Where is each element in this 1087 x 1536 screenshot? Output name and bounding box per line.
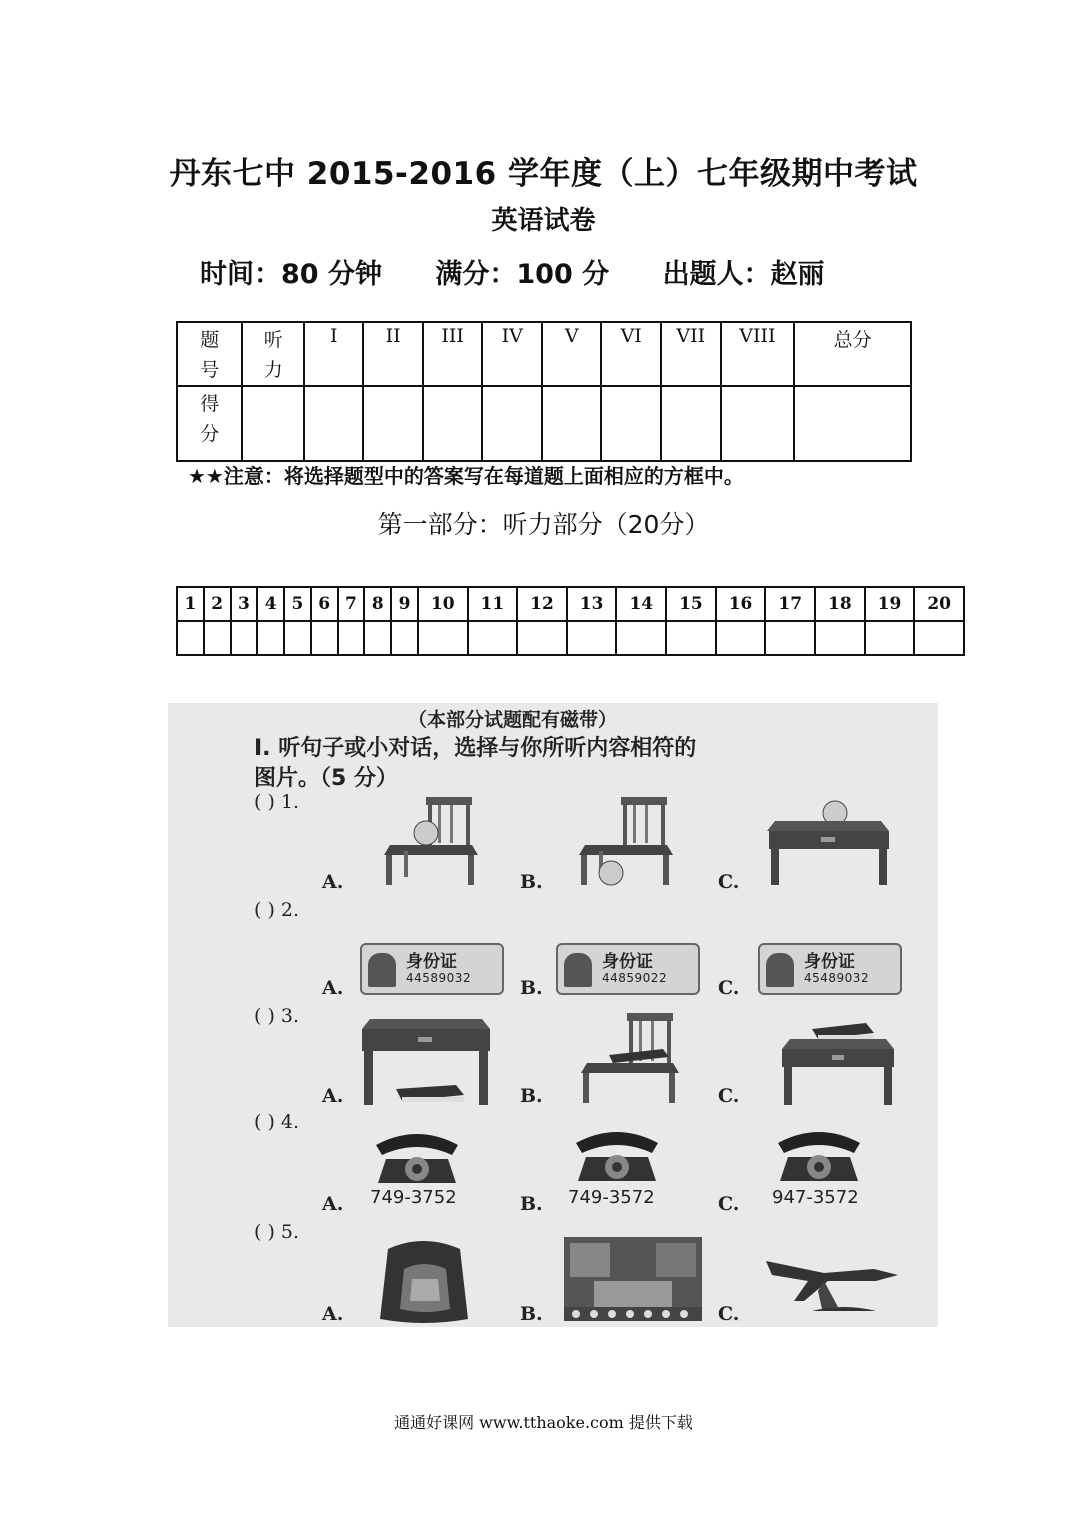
q3-option-c[interactable]: C. (718, 1085, 740, 1107)
score-cell[interactable] (721, 386, 795, 461)
chair-ball-on-seat-image (378, 793, 488, 889)
score-cell[interactable] (601, 386, 661, 461)
answer-cell-6[interactable] (311, 621, 338, 655)
q3-option-b[interactable]: B. (520, 1085, 543, 1107)
answer-cell-11[interactable] (468, 621, 518, 655)
q3-option-a[interactable]: A. (322, 1085, 344, 1107)
score-header-cell: V (542, 322, 601, 386)
answer-number-14: 14 (616, 587, 666, 621)
answer-cell-8[interactable] (364, 621, 391, 655)
answer-number-12: 12 (517, 587, 567, 621)
exam-full-score: 满分：100 分 (435, 259, 610, 290)
id-card-c (758, 943, 902, 995)
answer-cell-16[interactable] (716, 621, 766, 655)
desk-ball-on-top-image (763, 799, 893, 889)
score-header-cell: III (423, 322, 483, 386)
exam-info-line (200, 252, 869, 291)
answer-number-20: 20 (914, 587, 964, 621)
id-card-label: 身份证 (804, 952, 855, 972)
answer-cell-12[interactable] (517, 621, 567, 655)
score-cell[interactable] (794, 386, 911, 461)
answer-cell-15[interactable] (666, 621, 716, 655)
q5-option-b[interactable]: B. (520, 1303, 543, 1325)
q4-option-a[interactable]: A. (322, 1193, 344, 1215)
id-card-number: 44859022 (602, 971, 668, 985)
answer-number-15: 15 (666, 587, 716, 621)
answer-number-8: 8 (364, 587, 391, 621)
q4-option-c[interactable]: C. (718, 1193, 740, 1215)
score-header-cell (177, 322, 242, 386)
question-3: ( ) 3. (254, 1005, 300, 1027)
airplane-model-icon (764, 1251, 904, 1315)
chair-book-on-seat-image (573, 1009, 693, 1105)
answer-cell-18[interactable] (815, 621, 865, 655)
instruction-line-2: 图片。（5 分） (254, 766, 398, 791)
notice: ★★注意：将选择题型中的答案写在每道题上面相应的方框中。 (188, 464, 744, 488)
answer-cell-9[interactable] (391, 621, 418, 655)
score-header-cell: VIII (721, 322, 795, 386)
id-card-number: 45489032 (804, 971, 870, 985)
q2-option-c[interactable]: C. (718, 977, 740, 999)
scanned-listening-section (168, 703, 938, 1327)
answer-number-2: 2 (204, 587, 231, 621)
answer-cell-10[interactable] (418, 621, 468, 655)
answer-table (176, 586, 965, 656)
score-header-cell: I (304, 322, 363, 386)
answer-cell-7[interactable] (338, 621, 365, 655)
answer-cell-20[interactable] (914, 621, 964, 655)
score-header-cell: VI (601, 322, 661, 386)
q1-option-c[interactable]: C. (718, 871, 740, 893)
score-header-total: 总分 (794, 322, 911, 386)
score-row-label (177, 386, 242, 461)
q5-option-a[interactable]: A. (322, 1303, 344, 1325)
score-header-cell (242, 322, 304, 386)
phone-number-b: 749-3572 (568, 1187, 655, 1208)
phone-number-a: 749-3752 (370, 1187, 457, 1208)
answer-number-13: 13 (567, 587, 617, 621)
question-1: ( ) 1. (254, 791, 300, 813)
question-5: ( ) 5. (254, 1221, 300, 1243)
score-cell[interactable] (363, 386, 422, 461)
answer-cell-3[interactable] (231, 621, 258, 655)
exam-author: 出题人：赵丽 (662, 259, 825, 290)
answer-cell-13[interactable] (567, 621, 617, 655)
telephone-b-icon (572, 1127, 662, 1183)
id-card-label: 身份证 (602, 952, 653, 972)
id-card-label: 身份证 (406, 952, 457, 972)
q5-option-c[interactable]: C. (718, 1303, 740, 1325)
score-header-qnum: 题号 (200, 329, 220, 381)
question-4: ( ) 4. (254, 1111, 300, 1133)
answer-number-19: 19 (865, 587, 915, 621)
person-icon (368, 953, 396, 987)
instruction-line-1: I. 听句子或小对话，选择与你所听内容相符的 (254, 736, 697, 761)
score-row-label-text: 得分 (200, 393, 220, 445)
id-card-number: 44589032 (406, 971, 472, 985)
telephone-c-icon (774, 1127, 864, 1183)
answer-number-17: 17 (765, 587, 815, 621)
q2-option-b[interactable]: B. (520, 977, 543, 999)
score-header-cell: II (363, 322, 422, 386)
answer-cell-2[interactable] (204, 621, 231, 655)
answer-cell-19[interactable] (865, 621, 915, 655)
answer-number-5: 5 (284, 587, 311, 621)
score-cell[interactable] (542, 386, 601, 461)
exam-subtitle: 英语试卷 (491, 206, 596, 236)
score-header-cell: IV (482, 322, 542, 386)
q1-option-b[interactable]: B. (520, 871, 543, 893)
answer-number-1: 1 (177, 587, 204, 621)
score-cell[interactable] (423, 386, 483, 461)
score-cell[interactable] (661, 386, 721, 461)
answer-number-3: 3 (231, 587, 258, 621)
answer-cell-5[interactable] (284, 621, 311, 655)
part-title: 第一部分：听力部分（20分） (377, 510, 710, 539)
score-table (176, 321, 912, 462)
score-cell[interactable] (482, 386, 542, 461)
id-card-b (556, 943, 700, 995)
answer-number-7: 7 (338, 587, 365, 621)
answer-number-16: 16 (716, 587, 766, 621)
answer-cell-17[interactable] (765, 621, 815, 655)
answer-number-9: 9 (391, 587, 418, 621)
telephone-a-icon (372, 1129, 462, 1185)
footer-credit: 通通好课网 www.tthaoke.com 提供下载 (394, 1413, 693, 1432)
exam-title: 丹东七中 2015-2016 学年度（上）七年级期中考试 (169, 156, 918, 192)
person-icon (766, 953, 794, 987)
person-icon (564, 953, 592, 987)
chair-ball-under-image (573, 793, 683, 889)
answer-number-10: 10 (418, 587, 468, 621)
answer-number-18: 18 (815, 587, 865, 621)
answer-cell-1[interactable] (177, 621, 204, 655)
q4-option-b[interactable]: B. (520, 1193, 543, 1215)
desk-book-on-top-image (778, 1021, 898, 1109)
answer-number-4: 4 (257, 587, 284, 621)
score-header-listening: 听力 (263, 329, 283, 381)
backpack-icon (368, 1239, 478, 1325)
desk-book-under-image (356, 1017, 496, 1109)
q1-option-a[interactable]: A. (322, 871, 344, 893)
bedroom-photo-image (564, 1237, 702, 1321)
score-cell[interactable] (242, 386, 304, 461)
id-card-a (360, 943, 504, 995)
answer-cell-14[interactable] (616, 621, 666, 655)
tape-note: （本部分试题配有磁带） (408, 709, 618, 731)
score-cell[interactable] (304, 386, 363, 461)
question-2: ( ) 2. (254, 899, 300, 921)
q2-option-a[interactable]: A. (322, 977, 344, 999)
answer-cell-4[interactable] (257, 621, 284, 655)
phone-number-c: 947-3572 (772, 1187, 859, 1208)
score-header-cell: VII (661, 322, 721, 386)
exam-time: 时间：80 分钟 (200, 259, 382, 290)
answer-number-11: 11 (468, 587, 518, 621)
answer-number-6: 6 (311, 587, 338, 621)
